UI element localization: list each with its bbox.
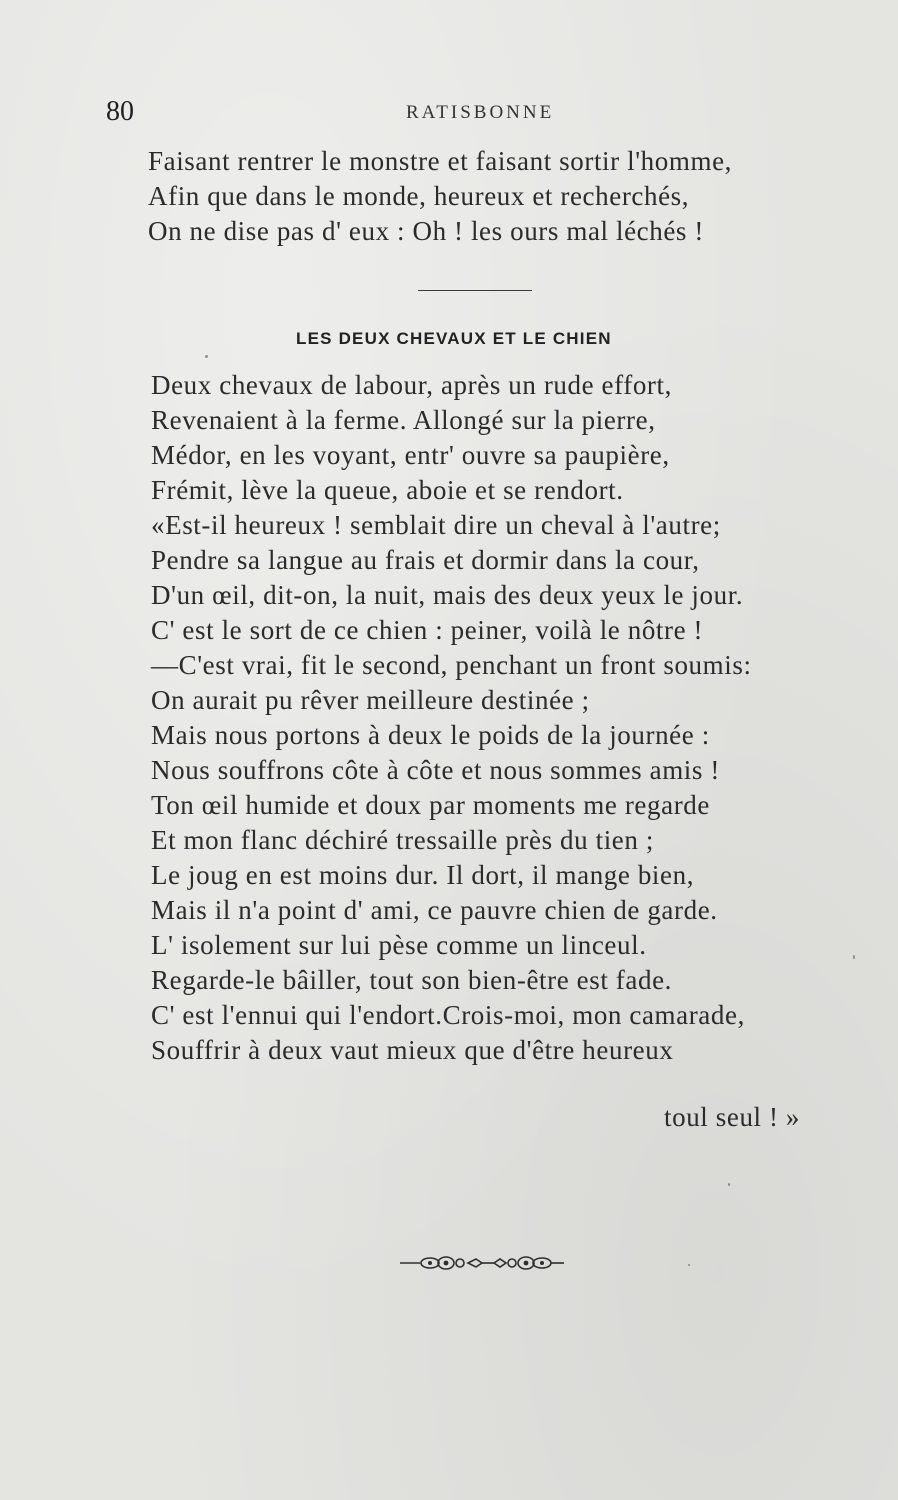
running-head: [106, 96, 866, 130]
verse-line: Frémit, lève la queue, aboie et se rendort.: [151, 475, 624, 505]
verse-line: Mais nous portons à deux le poids de la journée :: [151, 720, 710, 750]
verse-line: Et mon flanc déchiré tressaille près du tien ;: [151, 825, 654, 855]
verse-line: Deux chevaux de labour, après un rude effort,: [151, 370, 672, 400]
paper-speck: [688, 1264, 690, 1266]
poem-title: LES DEUX CHEVAUX ET LE CHIEN: [296, 329, 612, 348]
verse-line: Regarde-le bâiller, tout son bien-être est fade.: [151, 965, 673, 995]
section-divider: [418, 290, 532, 291]
verse-line: L' isolement sur lui pèse comme un linceul.: [151, 930, 647, 960]
verse-line: C' est le sort de ce chien : peiner, voilà le nôtre !: [151, 615, 704, 645]
verse-line: «Est-il heureux ! semblait dire un cheval à l'autre;: [151, 510, 721, 540]
running-title: RATISBONNE: [406, 102, 555, 123]
verse-line: C' est l'ennui qui l'endort.Crois-moi, mon camarade,: [151, 1000, 745, 1030]
paper-speck: [728, 1183, 730, 1186]
verse-line: On aurait pu rêver meilleure destinée ;: [151, 685, 590, 715]
poem-verse: [151, 368, 871, 1068]
verse-line: Mais il n'a point d' ami, ce pauvre chien de garde.: [151, 895, 718, 925]
verse-line: Faisant rentrer le monstre et faisant sortir l'homme,: [148, 146, 733, 176]
verse-line: Afin que dans le monde, heureux et recherchés,: [148, 181, 690, 211]
verse-line: Le joug en est moins dur. Il dort, il mange bien,: [151, 860, 695, 890]
verse-line: On ne dise pas d' eux : Oh ! les ours mal léchés !: [148, 216, 704, 246]
verse-line: —C'est vrai, fit le second, penchant un front soumis:: [151, 650, 752, 680]
verse-line: Nous souffrons côte à côte et nous sommes amis !: [151, 755, 720, 785]
verse-line: Médor, en les voyant, entr' ouvre sa paupière,: [151, 440, 670, 470]
verse-line: Pendre sa langue au frais et dormir dans la cour,: [151, 545, 700, 575]
fleuron-ornament-icon: [398, 1252, 566, 1274]
paper-speck: [205, 355, 208, 358]
page-number: 80: [106, 96, 134, 127]
verse-line: Souffrir à deux vaut mieux que d'être heureux: [151, 1035, 674, 1065]
verse-line: Revenaient à la ferme. Allongé sur la pierre,: [151, 405, 656, 435]
verse-line: D'un œil, dit-on, la nuit, mais des deux yeux le jour.: [151, 580, 744, 610]
paper-speck: [853, 955, 855, 959]
verse-line-continuation: toul seul ! »: [664, 1102, 801, 1132]
verse-line: Ton œil humide et doux par moments me regarde: [151, 790, 710, 820]
intro-verse: [148, 144, 868, 249]
